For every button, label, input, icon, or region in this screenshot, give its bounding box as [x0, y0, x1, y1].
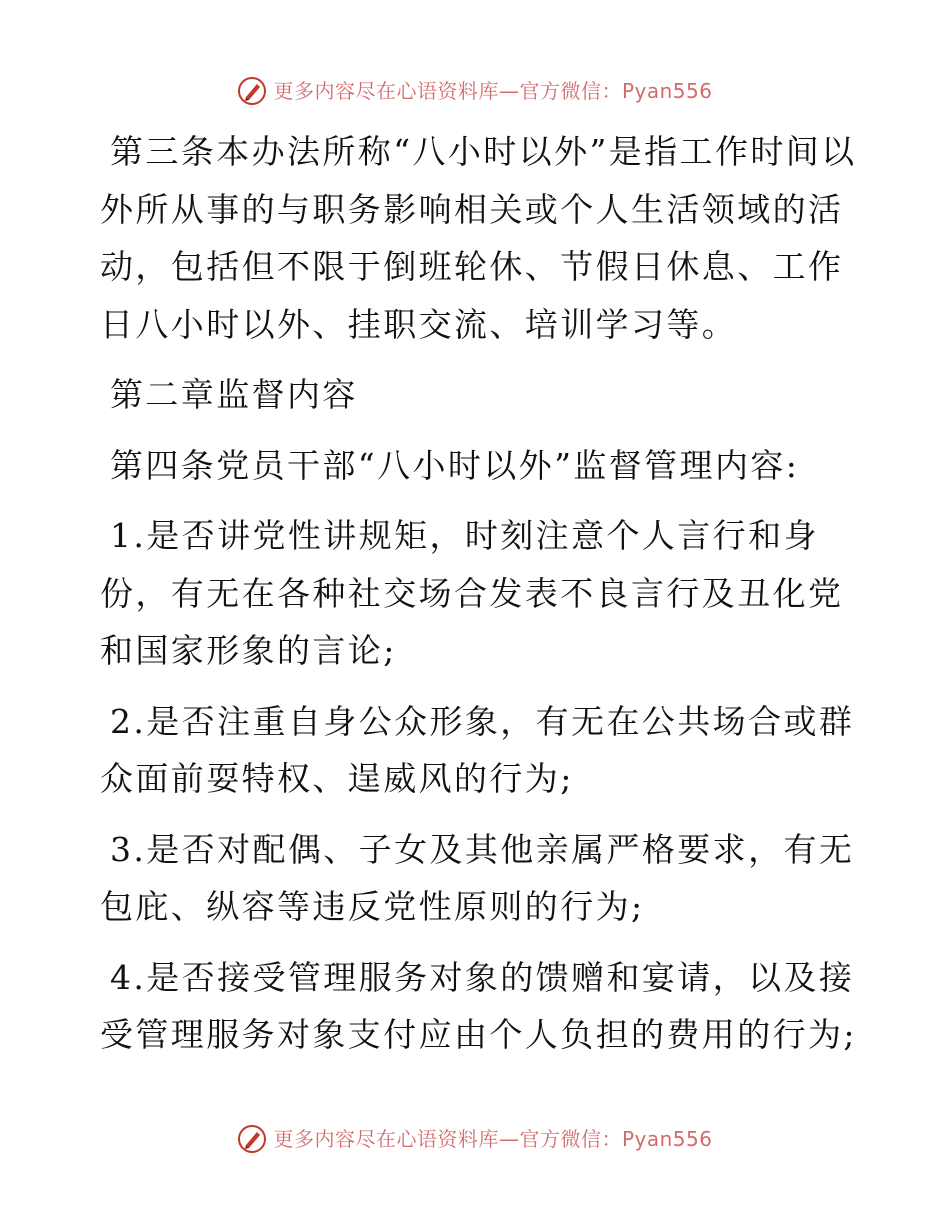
list-item-1: 1.是否讲党性讲规矩，时刻注意个人言行和身份，有无在各种社交场合发表不良言行及丑化党和国家形象的言论; [100, 516, 844, 670]
watermark-text: 更多内容尽在心语资料库—官方微信：Pyan556 [273, 1127, 713, 1151]
watermark-footer [0, 1124, 950, 1154]
document-body [100, 123, 860, 1064]
list-item-3: 3.是否对配偶、子女及其他亲属严格要求，有无包庇、纵容等违反党性原则的行为; [100, 829, 855, 926]
paragraph-article-4: 第四条党员干部“八小时以外”监督管理内容: [110, 445, 800, 485]
watermark-text: 更多内容尽在心语资料库—官方微信：Pyan556 [273, 79, 713, 103]
pen-logo-icon [237, 1124, 267, 1154]
watermark-header [0, 76, 950, 106]
paragraph-article-3: 第三条本办法所称“八小时以外”是指工作时间以外所从事的与职务影响相关或个人生活领域的活动，包括但不限于倒班轮休、节假日休息、工作日八小时以外、挂职交流、培训学习等。 [100, 132, 857, 344]
pen-logo-icon [237, 76, 267, 106]
chapter-heading: 第二章监督内容 [110, 375, 358, 414]
list-item-2: 2.是否注重自身公众形象，有无在公共场合或群众面前耍特权、逞威风的行为; [100, 701, 855, 798]
list-item-4: 4.是否接受管理服务对象的馈赠和宴请，以及接受管理服务对象支付应由个人负担的费用的行为; [100, 957, 857, 1054]
